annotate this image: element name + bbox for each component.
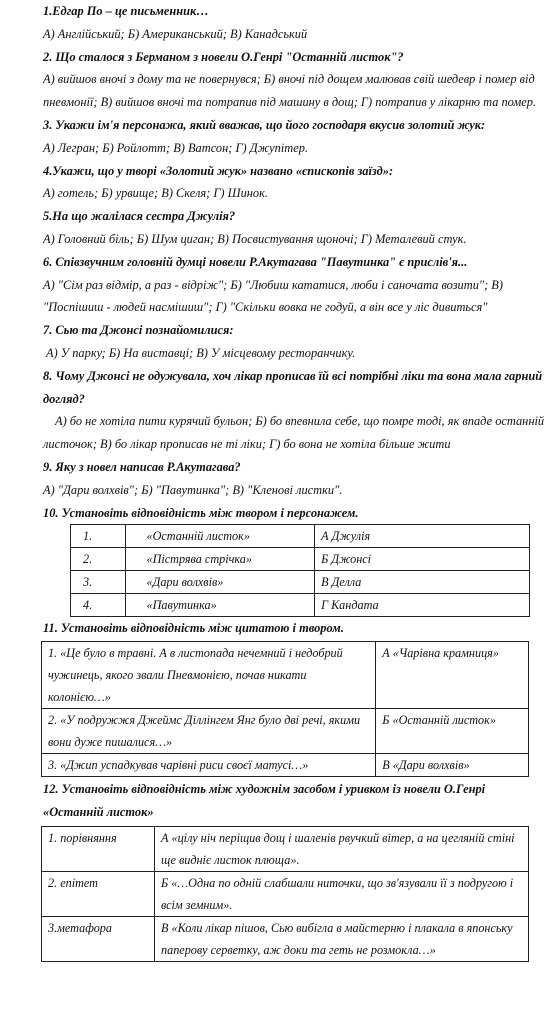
question-2: 2. Що сталося з Берманом з новели О.Генрі "Останній листок"? (43, 49, 404, 64)
question-4: 4.Укажи, що у творі «Золотий жук» названо «єпископів заїзд»: (43, 163, 394, 178)
row-number: 2. (71, 548, 126, 571)
device-cell: 2. епітет (42, 871, 155, 916)
answer-options-5: А) Головний біль; Б) Шум циган; В) Посвистування щоночі; Г) Металевий стук. (43, 231, 467, 246)
question-10: 10. Установіть відповідність між твором і персонажем. (43, 505, 359, 520)
question-6: 6. Співзвучним головній думці новели Р.Акутагава "Павутинка" є прислів'я... (43, 254, 468, 269)
table-row (42, 754, 529, 777)
row-number: 4. (71, 594, 126, 617)
work-title: «Пістрява стрічка» (126, 548, 315, 571)
question-9: 9. Яку з новел написав Р.Акутагава? (43, 459, 241, 474)
question-11: 11. Установіть відповідність між цитатою і твором. (43, 621, 344, 636)
question-12: 12. Установіть відповідність між художнім засобом і уривком із новели О.Генрі «Останній листок» (43, 782, 486, 819)
question-3: 3. Укажи ім'я персонажа, який вважав, що його господаря вкусив золотий жук: (43, 117, 486, 132)
question-7: 7. Сью та Джонсі познайомилися: (43, 323, 234, 338)
work-title: «Павутинка» (126, 594, 315, 617)
character-name: Г Кандата (315, 594, 530, 617)
excerpt-cell: А «цілу ніч періщив дощ і шаленів рвучкий вітер, а на цегляній стіні ще видніє листок плюща». (155, 826, 529, 871)
answer-options-7: А) У парку; Б) На виставці; В) У місцевому ресторанчику. (46, 345, 356, 360)
table-row (71, 548, 530, 571)
work-cell: Б «Останній листок» (376, 709, 529, 754)
table-row (71, 571, 530, 594)
quote-cell: 3. «Джип успадкував чарівні риси своєї матусі…» (42, 754, 376, 777)
answer-options-1: А) Англійський; Б) Американський; В) Канадський (43, 26, 308, 41)
answer-options-8: А) бо не хотіла пити курячий бульон; Б) бо впевнила себе, що помре тоді, як впаде останній листочок; В) бо лікар прописав не ті ліки; Г) бо вона не хотіла більше жити (43, 414, 545, 452)
matching-table-12 (41, 826, 529, 962)
work-cell: В «Дари волхвів» (376, 754, 529, 777)
work-title: «Дари волхвів» (126, 571, 315, 594)
table-row (71, 525, 530, 548)
table-row (42, 826, 529, 871)
character-name: А Джулія (315, 525, 530, 548)
question-1: 1.Едгар По – це письменник… (43, 4, 209, 18)
character-name: В Делла (315, 571, 530, 594)
answer-options-3: А) Легран; Б) Ройлотт; В) Ватсон; Г) Джупітер. (43, 140, 309, 155)
table-row (42, 871, 529, 916)
table-row (71, 594, 530, 617)
table-row (42, 709, 529, 754)
work-title: «Останній листок» (126, 525, 315, 548)
question-8: 8. Чому Джонсі не одужувала, хоч лікар прописав їй всі потрібні ліки та вона мала гарний догляд? (43, 368, 543, 406)
character-name: Б Джонсі (315, 548, 530, 571)
device-cell: 1. порівняння (42, 826, 155, 871)
answer-options-2: А) вийшов вночі з дому та не повернувся; Б) вночі під дощем малював свій шедевр і помер від пневмонії; В) вийшов вночі та потрапив під машину в дощ; Г) потрапив у лікарню та помер. (43, 72, 537, 110)
row-number: 3. (71, 571, 126, 594)
quote-cell: 2. «У подружжя Джеймс Діллінгем Янг було дві речі, якими вони дуже пишалися…» (42, 709, 376, 754)
work-cell: А «Чарівна крамниця» (376, 642, 529, 709)
answer-options-9: А) "Дари волхвів"; Б) "Павутинка"; В) "Кленові листки". (43, 482, 343, 497)
device-cell: 3.метафора (42, 916, 155, 961)
table-row (42, 642, 529, 709)
table-row (42, 916, 529, 961)
quote-cell: 1. «Це було в травні. А в листопада нечемний і недобрий чужинець, якого звали Пневмонією, почав никати колонією…» (42, 642, 376, 709)
answer-options-4: А) готель; Б) урвище; В) Скеля; Г) Шинок. (43, 186, 268, 201)
excerpt-cell: В «Коли лікар пішов, Сью вибігла в майстерню і плакала в японську паперову серветку, аж доки та геть не розмокла…» (155, 916, 529, 961)
matching-table-11 (41, 641, 529, 777)
row-number: 1. (71, 525, 126, 548)
matching-table-10 (70, 524, 530, 617)
excerpt-cell: Б «…Одна по одній слабшали ниточки, що зв'язували її з подругою і всім земним». (155, 871, 529, 916)
question-5: 5.На що жалілася сестра Джулія? (43, 209, 236, 224)
answer-options-6: А) "Сім раз відмір, а раз - відріж"; Б) "Любиш кататися, люби і саночата возити"; В) "Поспішиш - людей насмішиш"; Г) "Скільки вовка не годуй, а він все у ліс дивиться" (43, 277, 504, 315)
